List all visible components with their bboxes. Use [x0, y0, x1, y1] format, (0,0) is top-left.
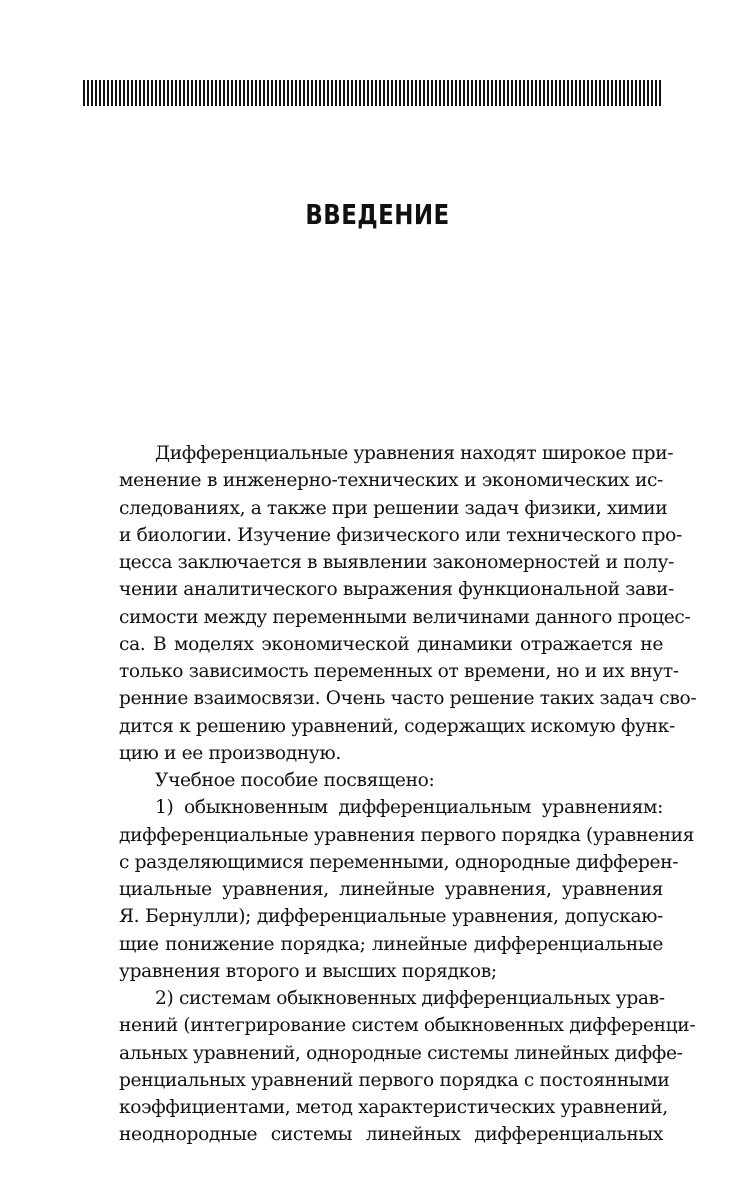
text-line: щие понижение порядка; линейные дифференциальные — [119, 933, 663, 955]
text-line: уравнения второго и высших порядков; — [119, 960, 497, 982]
text-line: 1) обыкновенным дифференциальным уравнениям: — [155, 797, 663, 819]
text-line: следованиях, а также при решении задач физики, химии — [119, 497, 668, 519]
text-line: с разделяющимися переменными, однородные дифферен- — [119, 851, 679, 873]
text-line: ренциальных уравнений первого порядка с постоянными — [119, 1069, 670, 1091]
text-line: альных уравнений, однородные системы линейных диффе- — [119, 1042, 683, 1064]
paragraph-purpose — [83, 767, 663, 794]
text-line: цесса заключается в выявлении закономерностей и полу- — [119, 552, 675, 573]
text-line: неоднородные системы линейных дифференциальных — [119, 1124, 663, 1146]
chapter-heading: ВВЕДЕНИЕ — [305, 198, 450, 231]
text-line: нений (интегрирование систем обыкновенных дифференци- — [119, 1015, 696, 1037]
text-line: ренние взаимосвязи. Очень часто решение таких задач сво- — [119, 688, 697, 710]
text-line: Дифференциальные уравнения находят широкое при- — [155, 443, 674, 464]
text-line: Я. Бернулли); дифференциальные уравнения, допускаю- — [119, 906, 663, 928]
text-line: 2) системам обыкновенных дифференциальных урав- — [155, 988, 665, 1009]
text-line: цию и ее производную. — [119, 742, 341, 764]
text-line: коэффициентами, метод характеристических уравнений, — [119, 1097, 668, 1118]
text-line: менение в инженерно-технических и экономических ис- — [119, 470, 663, 492]
text-line: са. В моделях экономической динамики отражается не — [119, 633, 663, 655]
text-line: симости между переменными величинами данного процес- — [119, 606, 691, 628]
text-line: циальные уравнения, линейные уравнения, уравнения — [119, 879, 663, 900]
paragraph-list-item-2 — [83, 985, 696, 1149]
text-line: и биологии. Изучение физического или технического про- — [119, 524, 682, 546]
body-text — [83, 440, 697, 1149]
decorative-barcode-rule — [83, 80, 663, 106]
text-line: чении аналитического выражения функциональной зави- — [119, 579, 674, 601]
text-line: Учебное пособие посвящено: — [155, 770, 435, 791]
paragraph-list-item-1 — [83, 794, 695, 985]
text-line: только зависимость переменных от времени, но и их внут- — [119, 661, 679, 682]
paragraph-intro — [83, 440, 697, 767]
text-line: дится к решению уравнений, содержащих искомую функ- — [119, 715, 675, 737]
text-line: дифференциальные уравнения первого порядка (уравнения — [119, 824, 695, 846]
